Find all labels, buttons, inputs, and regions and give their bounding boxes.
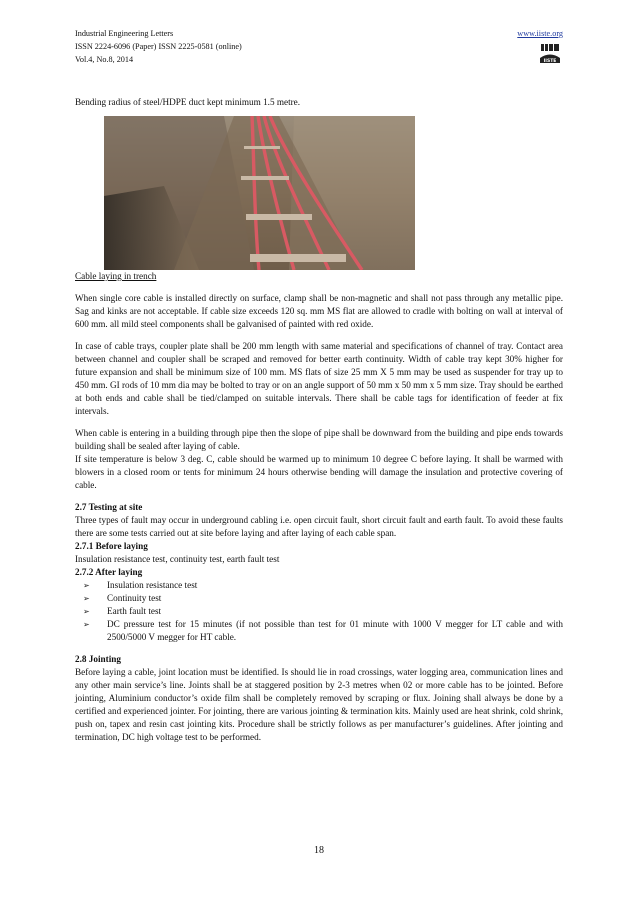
- list-item-text: Insulation resistance test: [107, 580, 198, 590]
- list-item-text: DC pressure test for 15 minutes (if not possible than test for 01 minute with 1000 V megger for LT cable and with 2500/5000 V megger for HT cable.: [107, 619, 563, 642]
- paragraph-building-entry: When cable is entering in a building through pipe then the slope of pipe shall be downward from the building and pipe ends towards building shall be sealed after laying of cable.: [75, 428, 563, 451]
- paragraph-cable-trays: In case of cable trays, coupler plate shall be 200 mm length with same material and specifications of channel of tray. Contact area between channel and coupler shall be scraped and removed for better earth continuity. Width of cable tray kept 30% higher for future expansion and shall be minimum size of 100 mm. MS flats of size 25 mm X 5 mm may be used as suspender for tray up to 450 mm. GI rods of 10 mm dia may be bolted to tray or on an angle support of 50 mm x 50 mm x 5 mm size. Tray should be earthed at both ends and cable shall be tied/clamped on suitable intervals. There shall be cable tags for identification of feeder at fix intervals.: [75, 341, 563, 416]
- paragraph-temperature: If site temperature is below 3 deg. C, cable should be warmed up to minimum 10 degree C before laying. It shall be warmed with blowers in a closed room or tents for minimum 24 hours otherwise bending will damage the insulation and protective covering of cable.: [75, 454, 563, 490]
- journal-name: Industrial Engineering Letters: [75, 29, 174, 38]
- iiste-logo-icon: [539, 42, 561, 64]
- section-heading-testing: 2.7 Testing at site: [75, 502, 143, 512]
- paragraph-surface-install: When single core cable is installed directly on surface, clamp shall be non-magnetic and shall not pass through any metallic pipe. Sag and kinks are not acceptable. If cable size exceeds 120 sq. mm MS flat are allowed to cradle with bolting on wall at interval of 600 mm. all mild steel components shall be galvanised of painted with red oxide.: [75, 293, 563, 329]
- list-item: [75, 579, 563, 592]
- page-body: [75, 96, 563, 744]
- subheading-before-laying: 2.7.1 Before laying: [75, 541, 148, 551]
- list-item: [75, 605, 563, 618]
- journal-url-link[interactable]: www.iiste.org: [517, 29, 563, 38]
- arrow-bullet-icon: ➢: [83, 594, 90, 603]
- before-laying-text: Insulation resistance test, continuity test, earth fault test: [75, 554, 280, 564]
- intro-sentence: Bending radius of steel/HDPE duct kept minimum 1.5 metre.: [75, 97, 301, 107]
- arrow-bullet-icon: ➢: [83, 607, 90, 616]
- page-header: [75, 27, 563, 67]
- page-number: 18: [314, 845, 324, 856]
- section-heading-jointing: 2.8 Jointing: [75, 654, 121, 664]
- list-item-text: Continuity test: [107, 593, 162, 603]
- volume-line: Vol.4, No.8, 2014: [75, 55, 134, 65]
- issn-line: ISSN 2224-6096 (Paper) ISSN 2225-0581 (online): [75, 42, 242, 52]
- arrow-bullet-icon: ➢: [83, 620, 90, 629]
- arrow-bullet-icon: ➢: [83, 581, 90, 590]
- list-item-text: Earth fault test: [107, 606, 162, 616]
- jointing-text: Before laying a cable, joint location must be identified. Is should lie in road crossings, water logging area, communication lines and any other main service’s line. Joints shall be at staggered position by 2-3 metres when 02 or more cable has to be jointed. Before jointing, Aluminium conductor’s oxide film shall be completely removed by scraping or flux. Joining shall always be done by a certified and experienced jointer. For jointing, there are various jointing & termination kits. Mainly used are heat shrink, cold shrink, push on, tapex and resin cast jointing kits. Procedure shall be strictly follows as per manufacturer’s guidelines. After jointing and termination, DC high voltage test to be performed.: [75, 667, 563, 742]
- testing-intro: Three types of fault may occur in underground cabling i.e. open circuit fault, short circuit fault and earth fault. To avoid these faults there are some tests carried out at site before laying and after laying of each cable span.: [75, 515, 563, 538]
- logo-wordmark: IISTE: [543, 59, 557, 64]
- list-item: [75, 618, 563, 644]
- list-item: [75, 592, 563, 605]
- subheading-after-laying: 2.7.2 After laying: [75, 567, 143, 577]
- after-laying-list: [75, 579, 563, 644]
- figure-caption: Cable laying in trench: [75, 271, 157, 281]
- cable-trench-photo: [104, 116, 415, 270]
